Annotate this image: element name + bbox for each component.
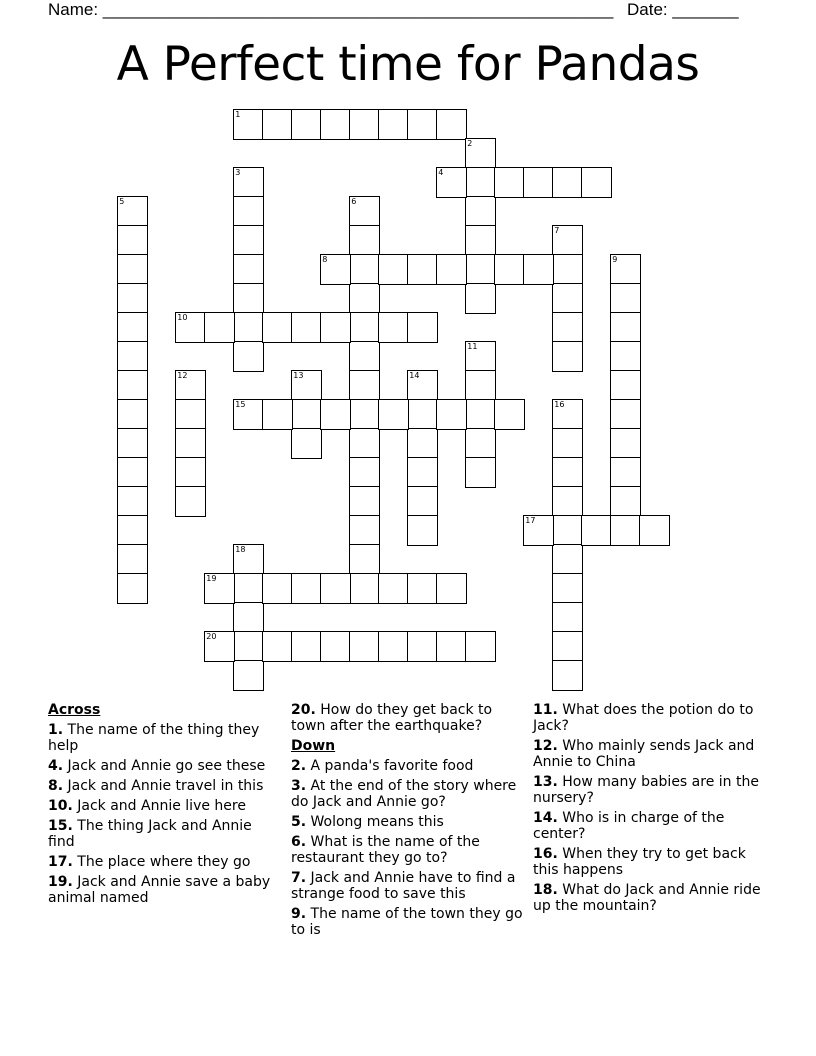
clue-item-number: 14.: [533, 810, 558, 826]
crossword-cell[interactable]: [291, 428, 322, 459]
clue-item: [48, 818, 280, 850]
crossword-cell[interactable]: [378, 399, 409, 430]
clue-number: 5: [119, 197, 125, 207]
crossword-cell[interactable]: [436, 631, 467, 662]
crossword-cell[interactable]: [610, 254, 641, 285]
crossword-cell[interactable]: [320, 573, 351, 604]
crossword-cell[interactable]: [204, 631, 235, 662]
clue-item: [291, 814, 527, 830]
crossword-cell[interactable]: [465, 283, 496, 314]
crossword-cell[interactable]: [233, 660, 264, 691]
clue-item-text: What do Jack and Annie ride up the mountain?: [533, 882, 761, 914]
clue-number: 9: [612, 255, 618, 265]
clue-item-number: 5.: [291, 814, 307, 830]
crossword-cell[interactable]: [552, 225, 583, 256]
crossword-cell[interactable]: [233, 109, 264, 140]
crossword-cell[interactable]: [552, 515, 583, 546]
crossword-cell[interactable]: [407, 428, 438, 459]
clue-number: 6: [351, 197, 357, 207]
crossword-cell[interactable]: [291, 631, 322, 662]
crossword-cell[interactable]: [262, 399, 293, 430]
crossword-cell[interactable]: [465, 370, 496, 401]
crossword-cell[interactable]: [378, 631, 409, 662]
clue-item-number: 2.: [291, 758, 307, 774]
crossword-cell[interactable]: [320, 254, 351, 285]
clue-item-text: Jack and Annie have to find a strange food to save this: [291, 870, 516, 902]
crossword-cell[interactable]: [610, 283, 641, 314]
clue-item-number: 13.: [533, 774, 558, 790]
crossword-cell[interactable]: [465, 457, 496, 488]
crossword-cell[interactable]: [349, 515, 380, 546]
clue-number: 13: [293, 371, 304, 381]
crossword-cell[interactable]: [233, 283, 264, 314]
crossword-cell[interactable]: [407, 312, 438, 343]
crossword-cell[interactable]: [349, 631, 380, 662]
clue-item: [533, 738, 773, 770]
crossword-cell[interactable]: [349, 486, 380, 517]
crossword-cell[interactable]: [175, 428, 206, 459]
clue-item: [291, 870, 527, 902]
clue-number: 15: [235, 400, 246, 410]
crossword-cell[interactable]: [117, 370, 148, 401]
clue-number: 3: [235, 168, 241, 178]
crossword-cell[interactable]: [175, 457, 206, 488]
crossword-cell[interactable]: [465, 167, 496, 198]
crossword-cell[interactable]: [465, 196, 496, 227]
crossword-cell[interactable]: [349, 573, 380, 604]
clue-item: [291, 906, 527, 938]
page-title: A Perfect time for Pandas: [116, 37, 700, 92]
clue-item: [533, 702, 773, 734]
crossword-cell[interactable]: [494, 399, 525, 430]
clue-item-number: 10.: [48, 798, 73, 814]
clue-number: 18: [235, 545, 246, 555]
crossword-cell[interactable]: [204, 312, 235, 343]
crossword-cell[interactable]: [233, 167, 264, 198]
crossword-cell[interactable]: [349, 225, 380, 256]
crossword-cell[interactable]: [552, 660, 583, 691]
clue-item-text: A panda's favorite food: [306, 758, 474, 774]
crossword-cell[interactable]: [494, 254, 525, 285]
crossword-cell[interactable]: [552, 544, 583, 575]
crossword-cell[interactable]: [523, 167, 554, 198]
clue-item-number: 16.: [533, 846, 558, 862]
crossword-cell[interactable]: [552, 341, 583, 372]
crossword-cell[interactable]: [175, 370, 206, 401]
crossword-cell[interactable]: [291, 370, 322, 401]
clue-number: 11: [467, 342, 478, 352]
crossword-cell[interactable]: [349, 457, 380, 488]
crossword-cell[interactable]: [378, 573, 409, 604]
clue-item: [533, 810, 773, 842]
clue-item-number: 15.: [48, 818, 73, 834]
clue-item-text: How do they get back to town after the earthquake?: [291, 702, 493, 734]
crossword-cell[interactable]: [117, 428, 148, 459]
crossword-cell[interactable]: [552, 254, 583, 285]
crossword-cell[interactable]: [610, 341, 641, 372]
clue-item-text: What is the name of the restaurant they go to?: [291, 834, 480, 866]
crossword-cell[interactable]: [552, 428, 583, 459]
crossword-cell[interactable]: [378, 109, 409, 140]
crossword-cell[interactable]: [436, 167, 467, 198]
crossword-cell[interactable]: [320, 399, 351, 430]
clue-item-text: The place where they go: [72, 854, 251, 870]
crossword-cell[interactable]: [465, 428, 496, 459]
crossword-cell[interactable]: [349, 428, 380, 459]
clue-number: 4: [438, 168, 444, 178]
clue-item-text: Jack and Annie save a baby animal named: [48, 874, 271, 906]
clue-number: 10: [177, 313, 188, 323]
crossword-cell[interactable]: [552, 602, 583, 633]
crossword-cell[interactable]: [407, 486, 438, 517]
crossword-cell[interactable]: [407, 254, 438, 285]
clue-item-text: Jack and Annie live here: [72, 798, 246, 814]
clue-item-text: The thing Jack and Annie find: [48, 818, 252, 850]
clue-item-number: 4.: [48, 758, 64, 774]
crossword-cell[interactable]: [407, 370, 438, 401]
crossword-cell[interactable]: [262, 109, 293, 140]
crossword-cell[interactable]: [291, 399, 322, 430]
crossword-cell[interactable]: [233, 341, 264, 372]
clue-item: [48, 798, 280, 814]
name-field: Name: ______________________________________________________: [48, 0, 614, 19]
clue-item: [291, 834, 527, 866]
clue-number: 16: [554, 400, 565, 410]
crossword-cell[interactable]: [436, 573, 467, 604]
crossword-cell[interactable]: [465, 399, 496, 430]
crossword-cell[interactable]: [117, 457, 148, 488]
crossword-cell[interactable]: [291, 109, 322, 140]
clue-number: 7: [554, 226, 560, 236]
clue-item-text: At the end of the story where do Jack and Annie go?: [291, 778, 517, 810]
crossword-cell[interactable]: [349, 341, 380, 372]
crossword-cell[interactable]: [233, 254, 264, 285]
crossword-cell[interactable]: [610, 399, 641, 430]
clue-item-number: 7.: [291, 870, 307, 886]
crossword-cell[interactable]: [610, 312, 641, 343]
clue-number: 1: [235, 110, 241, 120]
clue-number: 17: [525, 516, 536, 526]
crossword-cell[interactable]: [233, 225, 264, 256]
crossword-cell[interactable]: [320, 312, 351, 343]
crossword-cell[interactable]: [117, 312, 148, 343]
crossword-cell[interactable]: [349, 399, 380, 430]
crossword-cell[interactable]: [407, 109, 438, 140]
crossword-cell[interactable]: [552, 283, 583, 314]
crossword-cell[interactable]: [349, 312, 380, 343]
crossword-cell[interactable]: [349, 283, 380, 314]
crossword-cell[interactable]: [204, 573, 235, 604]
crossword-cell[interactable]: [117, 196, 148, 227]
clue-item: [533, 846, 773, 878]
crossword-cell[interactable]: [436, 254, 467, 285]
crossword-cell[interactable]: [552, 573, 583, 604]
clue-item-text: How many babies are in the nursery?: [533, 774, 759, 806]
across-heading: Across: [48, 702, 101, 718]
crossword-cell[interactable]: [610, 515, 641, 546]
crossword-cell[interactable]: [465, 341, 496, 372]
crossword-cell[interactable]: [117, 399, 148, 430]
crossword-cell[interactable]: [407, 515, 438, 546]
clue-item-number: 3.: [291, 778, 307, 794]
crossword-cell[interactable]: [552, 167, 583, 198]
crossword-cell[interactable]: [523, 254, 554, 285]
clue-number: 14: [409, 371, 420, 381]
crossword-cell[interactable]: [407, 573, 438, 604]
crossword-cell[interactable]: [233, 312, 264, 343]
clue-number: 20: [206, 632, 217, 642]
crossword-cell[interactable]: [407, 457, 438, 488]
crossword-cell[interactable]: [320, 631, 351, 662]
clue-item: [291, 758, 527, 774]
clue-item-number: 9.: [291, 906, 307, 922]
crossword-cell[interactable]: [175, 486, 206, 517]
crossword-cell[interactable]: [117, 225, 148, 256]
clue-column-2: [291, 702, 527, 942]
clue-item: [48, 758, 280, 774]
crossword-cell[interactable]: [117, 544, 148, 575]
crossword-cell[interactable]: [552, 457, 583, 488]
crossword-cell[interactable]: [117, 254, 148, 285]
crossword-cell[interactable]: [117, 283, 148, 314]
clue-item-text: Wolong means this: [306, 814, 444, 830]
clue-item-number: 18.: [533, 882, 558, 898]
clue-number: 12: [177, 371, 188, 381]
crossword-cell[interactable]: [639, 515, 670, 546]
clue-column-1: [48, 702, 280, 910]
crossword-cell[interactable]: [233, 544, 264, 575]
clue-item-number: 8.: [48, 778, 64, 794]
crossword-cell[interactable]: [407, 631, 438, 662]
clue-item-number: 20.: [291, 702, 316, 718]
clue-item: [291, 702, 527, 734]
clue-item-number: 11.: [533, 702, 558, 718]
crossword-cell[interactable]: [378, 254, 409, 285]
clue-number: 2: [467, 139, 473, 149]
down-heading: Down: [291, 738, 336, 754]
crossword-cell[interactable]: [552, 486, 583, 517]
crossword-cell[interactable]: [523, 515, 554, 546]
crossword-cell[interactable]: [117, 486, 148, 517]
clue-item: [48, 778, 280, 794]
date-field: Date: _______: [627, 0, 739, 19]
crossword-cell[interactable]: [465, 225, 496, 256]
clue-item-number: 12.: [533, 738, 558, 754]
clue-number: 19: [206, 574, 217, 584]
crossword-cell[interactable]: [262, 312, 293, 343]
crossword-cell[interactable]: [175, 399, 206, 430]
crossword-cell[interactable]: [175, 312, 206, 343]
crossword-cell[interactable]: [233, 573, 264, 604]
crossword-cell[interactable]: [320, 109, 351, 140]
crossword-cell[interactable]: [349, 370, 380, 401]
crossword-cell[interactable]: [610, 428, 641, 459]
crossword-cell[interactable]: [233, 631, 264, 662]
clue-item-number: 6.: [291, 834, 307, 850]
clue-item-text: What does the potion do to Jack?: [533, 702, 754, 734]
crossword-cell[interactable]: [581, 167, 612, 198]
crossword-cell[interactable]: [552, 631, 583, 662]
clue-item-text: When they try to get back this happens: [533, 846, 746, 878]
clue-item: [48, 874, 280, 906]
crossword-cell[interactable]: [262, 631, 293, 662]
crossword-cell[interactable]: [610, 457, 641, 488]
crossword-cell[interactable]: [407, 399, 438, 430]
crossword-cell[interactable]: [610, 486, 641, 517]
clue-item-number: 1.: [48, 722, 64, 738]
clue-item: [533, 882, 773, 914]
crossword-cell[interactable]: [233, 602, 264, 633]
clue-item: [533, 774, 773, 806]
crossword-cell[interactable]: [117, 341, 148, 372]
clue-column-3: [533, 702, 773, 918]
crossword-cell[interactable]: [552, 399, 583, 430]
clue-item-text: Jack and Annie travel in this: [63, 778, 264, 794]
crossword-cell[interactable]: [233, 196, 264, 227]
crossword-cell[interactable]: [552, 312, 583, 343]
crossword-cell[interactable]: [117, 515, 148, 546]
clue-item-number: 19.: [48, 874, 73, 890]
crossword-cell[interactable]: [349, 544, 380, 575]
crossword-cell[interactable]: [291, 573, 322, 604]
crossword-cell[interactable]: [349, 109, 380, 140]
crossword-cell[interactable]: [233, 399, 264, 430]
crossword-cell[interactable]: [436, 399, 467, 430]
crossword-cell[interactable]: [117, 573, 148, 604]
crossword-cell[interactable]: [610, 370, 641, 401]
crossword-cell[interactable]: [465, 138, 496, 169]
clue-number: 8: [322, 255, 328, 265]
clue-item: [48, 854, 280, 870]
crossword-cell[interactable]: [291, 312, 322, 343]
crossword-cell[interactable]: [436, 109, 467, 140]
crossword-cell[interactable]: [262, 573, 293, 604]
crossword-cell[interactable]: [581, 515, 612, 546]
clue-item-text: Who is in charge of the center?: [533, 810, 725, 842]
crossword-cell[interactable]: [349, 196, 380, 227]
clue-item-text: Who mainly sends Jack and Annie to China: [533, 738, 755, 770]
crossword-cell[interactable]: [349, 254, 380, 285]
crossword-cell[interactable]: [465, 254, 496, 285]
clue-item-text: Jack and Annie go see these: [63, 758, 266, 774]
clue-item: [48, 722, 280, 754]
crossword-cell[interactable]: [494, 167, 525, 198]
crossword-cell[interactable]: [465, 631, 496, 662]
clue-item-text: The name of the town they go to is: [291, 906, 523, 938]
clue-item-text: The name of the thing they help: [48, 722, 260, 754]
clue-item: [291, 778, 527, 810]
crossword-cell[interactable]: [378, 312, 409, 343]
clue-item-number: 17.: [48, 854, 73, 870]
